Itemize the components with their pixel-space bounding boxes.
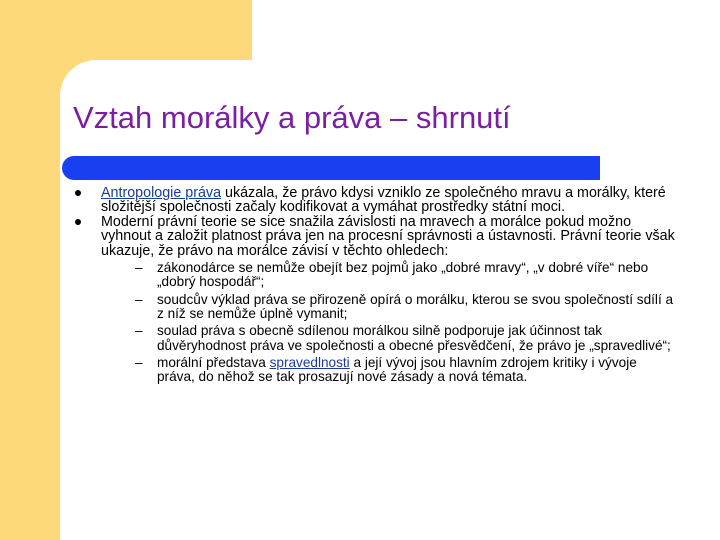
sub-item-3 bbox=[101, 324, 675, 353]
sub-item-2 bbox=[101, 293, 675, 322]
sub-item-text: zákonodárce se nemůže obejít bez pojmů jako „dobré mravy“, „v dobré víře“ nebo „dobrý hospodář“; bbox=[157, 260, 649, 290]
bullet-item-2 bbox=[75, 215, 675, 385]
dash-marker-icon: – bbox=[135, 260, 143, 276]
sub-item-text-before: morální představa bbox=[157, 354, 270, 370]
sub-item-4 bbox=[101, 356, 675, 385]
dash-marker-icon: – bbox=[135, 291, 143, 307]
dash-marker-icon: – bbox=[135, 323, 143, 339]
link-antropologie-prava[interactable]: Antropologie práva bbox=[101, 185, 222, 201]
sub-item-text: soulad práva s obecně sdílenou morálkou silně podporuje jak účinnost tak důvěryhodnost práva ve společnosti a obecné přesvědčení, že právo je „spravedlivé“; bbox=[157, 323, 671, 353]
bullet-dot-icon bbox=[75, 190, 81, 196]
sub-item-text-after: a její vývoj jsou hlavním zdrojem kritiky i vývoje práva, do něhož se tak prosazují nové zásady a nová témata. bbox=[157, 354, 637, 385]
slide-title: Vztah morálky a práva – shrnutí bbox=[73, 100, 511, 135]
link-spravedlnosti[interactable]: spravedlnosti bbox=[269, 354, 350, 370]
title-underline-bar bbox=[62, 156, 600, 180]
bullet-list bbox=[75, 186, 675, 384]
bullet-text: Moderní právní teorie se sice snažila závislosti na mravech a morálce pokud možno vyhnout a založit platnost práva jen na procesní správnosti a ústavnosti. Právní teorie však ukazuje, že právo na morálce závisí v těchto ohledech: bbox=[101, 213, 675, 259]
sub-item-text: soudcův výklad práva se přirozeně opírá o morálku, kterou se svou společností sdílí a z níž se nemůže úplně vymanit; bbox=[157, 291, 674, 321]
slide-content bbox=[75, 186, 675, 387]
bullet-item-1 bbox=[75, 186, 675, 215]
bullet-text: ukázala, že právo kdysi vzniklo ze společného mravu a morálky, které složitější společnosti začaly kodifikovat a vymáhat prostředky státní moci. bbox=[101, 185, 666, 216]
sub-item-1 bbox=[101, 261, 675, 290]
bullet-dot-icon bbox=[75, 219, 81, 225]
sub-bullet-list bbox=[101, 261, 675, 384]
dash-marker-icon: – bbox=[135, 354, 143, 370]
decorative-left-stripe bbox=[0, 0, 60, 540]
